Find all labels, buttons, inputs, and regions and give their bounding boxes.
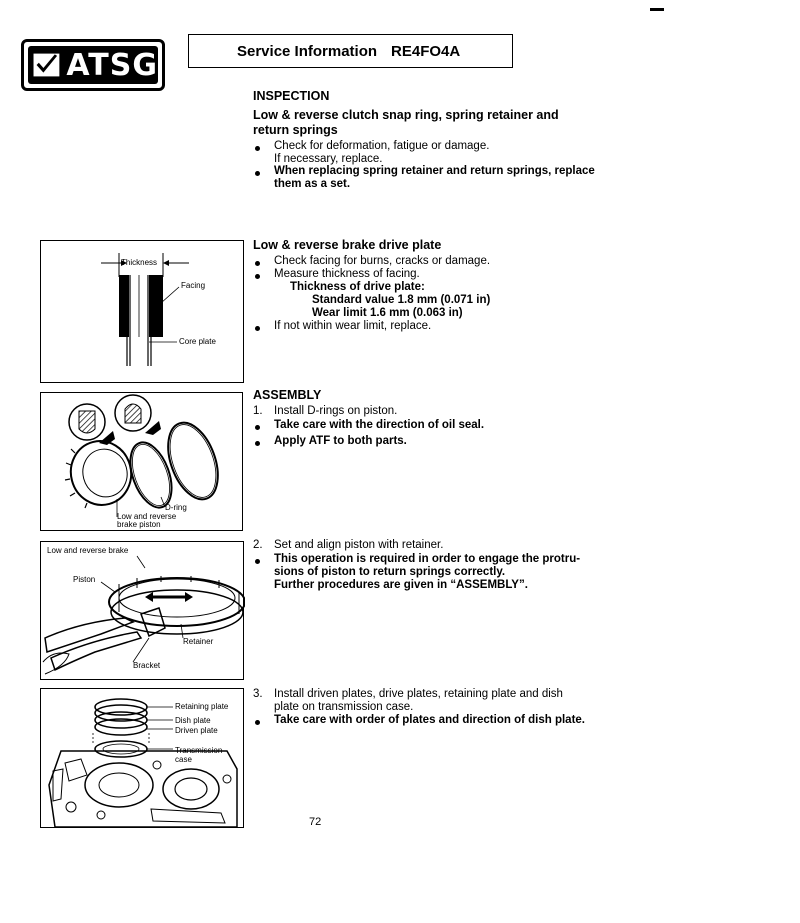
bullet-icon	[255, 441, 260, 446]
transmission-case-label-2: case	[175, 755, 192, 764]
step1-text: Install D-rings on piston.	[274, 405, 398, 417]
step2-bullet1-line2: sions of piston to return springs correctly.	[274, 566, 506, 578]
facing-label: Facing	[181, 281, 206, 290]
bullet-icon	[255, 146, 260, 151]
transmission-case-label-1: Transmission	[175, 746, 223, 755]
logo-text: ATSG	[66, 47, 158, 83]
bullet-icon	[255, 720, 260, 725]
assembly-heading: ASSEMBLY	[253, 388, 322, 402]
drive-plate-bullet3: If not within wear limit, replace.	[274, 320, 432, 332]
d-ring-label: D-ring	[165, 503, 187, 512]
page-header	[188, 34, 513, 68]
step2-bullet1-line3: Further procedures are given in “ASSEMBLY”.	[274, 579, 528, 591]
drive-plate-spec-title: Thickness of drive plate:	[290, 281, 425, 293]
bracket-label: Bracket	[133, 661, 161, 670]
step2-number: 2.	[253, 539, 263, 551]
piston-label-2: brake piston	[117, 520, 161, 529]
transmission-case-figure	[40, 688, 244, 828]
bullet-icon	[255, 171, 260, 176]
step3-bullet1: Take care with order of plates and direction of dish plate.	[274, 714, 585, 726]
piston-label: Piston	[73, 575, 96, 584]
inspection-bullet2-line1: When replacing spring retainer and return springs, replace	[274, 165, 595, 177]
step1-bullet1: Take care with the direction of oil seal.	[274, 419, 485, 431]
drive-plate-bullet2: Measure thickness of facing.	[274, 268, 420, 280]
inspection-bullet2-line2: them as a set.	[274, 178, 351, 190]
drive-plate-heading: Low & reverse brake drive plate	[253, 238, 442, 252]
step3-line2: plate on transmission case.	[274, 701, 414, 713]
bullet-icon	[255, 274, 260, 279]
header-code: RE4FO4A	[391, 42, 461, 60]
piston-label-1: Low and reverse	[117, 512, 177, 521]
drive-plate-figure	[40, 240, 244, 383]
d-ring-figure	[40, 392, 243, 531]
dish-plate-label: Dish plate	[175, 716, 211, 725]
driven-plate-label: Driven plate	[175, 726, 218, 735]
step3-number: 3.	[253, 688, 263, 700]
bullet-icon	[255, 425, 260, 430]
fig3-title-label: Low and reverse brake	[47, 546, 129, 555]
inspection-bullet1-line1: Check for deformation, fatigue or damage.	[274, 140, 490, 152]
retaining-plate-label: Retaining plate	[175, 702, 229, 711]
step2-text: Set and align piston with retainer.	[274, 539, 444, 551]
core-plate-label: Core plate	[179, 337, 216, 346]
inspection-heading: INSPECTION	[253, 89, 330, 103]
header-dash-mark	[650, 8, 664, 11]
thickness-label: Thickness	[121, 258, 158, 267]
inspection-bullet1-line2: If necessary, replace.	[274, 153, 383, 165]
step2-bullet1-line1: This operation is required in order to engage the protru-	[274, 553, 581, 565]
drive-plate-spec-standard: Standard value 1.8 mm (0.071 in)	[312, 294, 491, 306]
step3-line1: Install driven plates, drive plates, retaining plate and dish	[274, 688, 563, 700]
piston-retainer-figure	[40, 541, 244, 680]
step1-number: 1.	[253, 405, 263, 417]
retainer-label: Retainer	[183, 637, 214, 646]
page-number: 72	[309, 816, 322, 828]
bullet-icon	[255, 261, 260, 266]
drive-plate-spec-limit: Wear limit 1.6 mm (0.063 in)	[312, 307, 463, 319]
inspection-subheading-2: return springs	[253, 123, 338, 137]
header-title: Service Information	[237, 42, 378, 60]
bullet-icon	[255, 326, 260, 331]
atsg-logo	[21, 39, 165, 91]
checkmark-icon	[32, 47, 62, 83]
drive-plate-bullet1: Check facing for burns, cracks or damage.	[274, 255, 491, 267]
inspection-subheading-1: Low & reverse clutch snap ring, spring retainer and	[253, 108, 559, 122]
bullet-icon	[255, 559, 260, 564]
step1-bullet2: Apply ATF to both parts.	[274, 435, 407, 447]
